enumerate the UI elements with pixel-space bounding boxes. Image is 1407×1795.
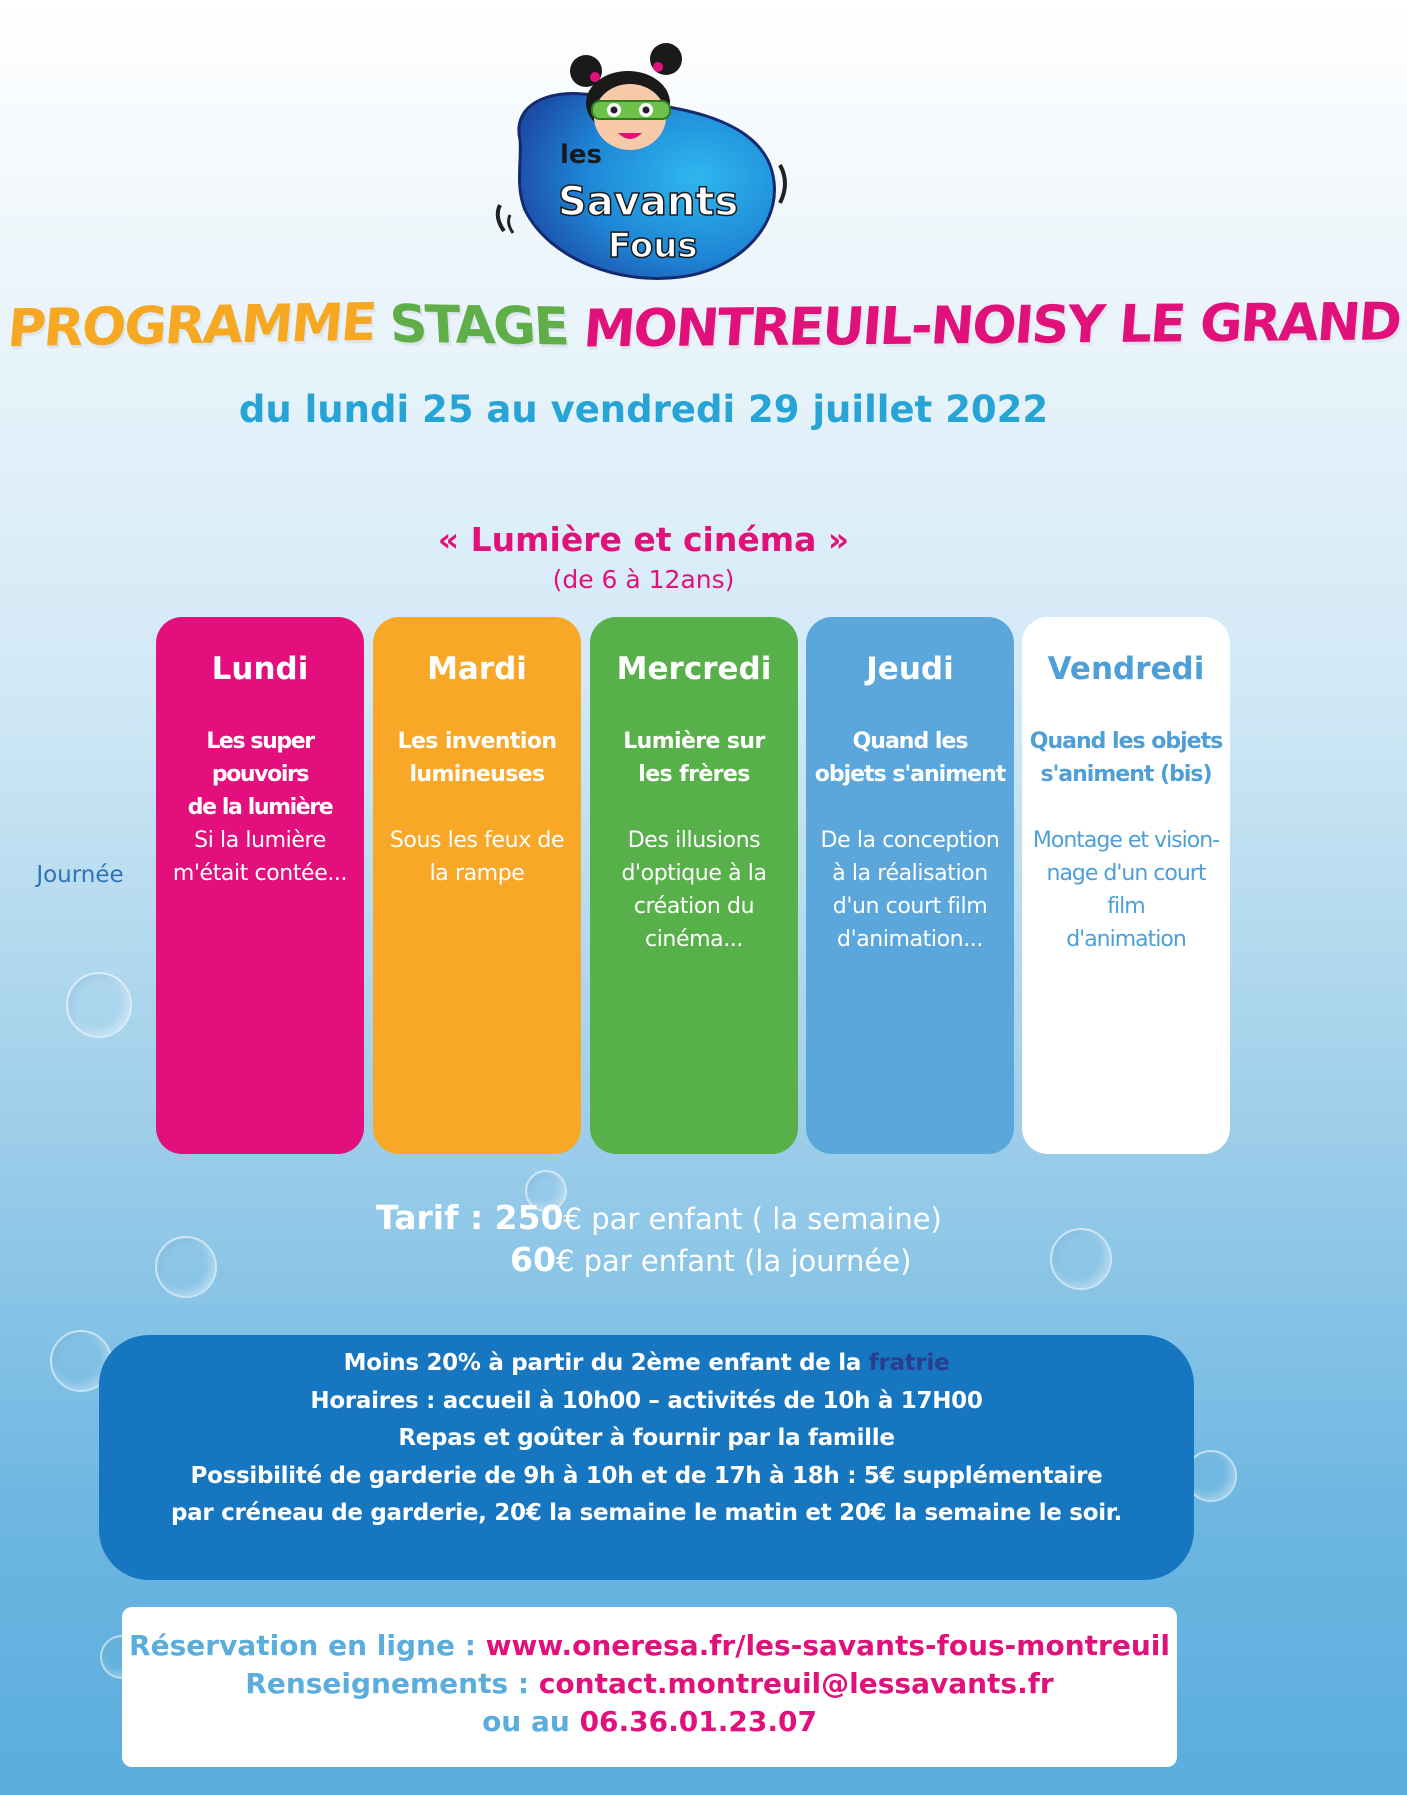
phone-number[interactable]: 06.36.01.23.07 xyxy=(579,1705,817,1738)
day-description-line: cinéma... xyxy=(645,927,743,952)
day-description-line: d'un court film xyxy=(832,894,988,919)
day-description xyxy=(594,824,794,956)
day-name: Jeudi xyxy=(866,651,954,687)
day-topic-line: de la lumière xyxy=(187,795,333,820)
day-description-line: la rampe xyxy=(429,861,525,886)
day-description-line: De la conception xyxy=(820,828,1000,853)
day-column-mercredi xyxy=(590,617,798,1154)
phone-line xyxy=(122,1703,1177,1741)
bubble-decoration xyxy=(155,1236,217,1298)
info-contact-label: Renseignements : xyxy=(245,1667,539,1700)
day-topic-line: Lumière sur xyxy=(623,729,765,754)
day-name: Mercredi xyxy=(616,651,772,687)
day-description-line: d'animation xyxy=(1066,927,1186,952)
info-line-sibling-discount xyxy=(99,1345,1194,1383)
day-topic xyxy=(1026,725,1226,791)
bubble-decoration xyxy=(1050,1228,1112,1290)
bubble-decoration xyxy=(66,972,132,1038)
day-name: Lundi xyxy=(211,651,309,687)
day-description-line: création du xyxy=(633,894,755,919)
contact-email-link[interactable]: contact.montreuil@lessavants.fr xyxy=(538,1667,1054,1700)
info-box xyxy=(99,1335,1194,1580)
reservation-line xyxy=(122,1627,1177,1665)
day-topic-line: Les invention xyxy=(397,729,557,754)
reservation-label: Réservation en ligne : xyxy=(129,1629,486,1662)
day-description xyxy=(810,824,1010,956)
day-description xyxy=(160,824,360,890)
day-description-line: d'animation... xyxy=(837,927,983,952)
logo-text-savants: Savants xyxy=(558,179,739,225)
info-line-daycare-price: par créneau de garderie, 20€ la semaine le matin et 20€ la semaine le soir. xyxy=(171,1500,1122,1526)
contact-box xyxy=(122,1607,1177,1767)
day-name: Vendredi xyxy=(1047,651,1205,687)
day-description xyxy=(1026,824,1226,956)
info-line-meals: Repas et goûter à fournir par la famille xyxy=(398,1425,895,1451)
age-range: (de 6 à 12ans) xyxy=(552,565,735,594)
stage-theme: « Lumière et cinéma » xyxy=(437,520,850,559)
day-topic xyxy=(810,725,1010,791)
day-topic-line: Les super pouvoirs xyxy=(206,729,314,787)
day-topic xyxy=(377,725,577,791)
day-column-jeudi xyxy=(806,617,1014,1154)
logo-text-fous: Fous xyxy=(608,226,698,266)
day-name: Mardi xyxy=(427,651,527,687)
day-topic-line: les frères xyxy=(638,762,750,787)
day-description-line: à la réalisation xyxy=(832,861,988,886)
row-label-journee: Journée xyxy=(36,862,124,888)
page-title xyxy=(0,292,1402,360)
les-savants-fous-logo xyxy=(500,45,790,285)
day-column-mardi xyxy=(373,617,581,1154)
price-week-suffix: € par enfant ( la semaine) xyxy=(563,1202,942,1236)
day-description-line: Sous les feux de xyxy=(389,828,565,853)
title-location: MONTREUIL-NOISY LE GRAND xyxy=(581,292,1402,360)
reservation-link[interactable]: www.oneresa.fr/les-savants-fous-montreuil xyxy=(485,1629,1170,1662)
price-day-amount: 60 xyxy=(510,1240,556,1279)
info-line-daycare: Possibilité de garderie de 9h à 10h et de 17h à 18h : 5€ supplémentaire xyxy=(190,1462,1103,1489)
day-topic-line: s'animent (bis) xyxy=(1040,762,1212,787)
phone-label: ou au xyxy=(482,1705,580,1738)
day-column-lundi xyxy=(156,617,364,1154)
info-contact-line xyxy=(122,1665,1177,1703)
day-description xyxy=(377,824,577,890)
info-text: Moins 20% à partir du 2ème enfant de la xyxy=(343,1350,869,1376)
day-description-line: d'optique à la xyxy=(621,861,767,886)
price-week xyxy=(376,1198,942,1237)
day-topic-line: Quand les objets xyxy=(1029,729,1223,754)
day-topic xyxy=(160,725,360,820)
day-description-line: nage d'un court film xyxy=(1046,861,1206,919)
day-description-line: Si la lumière xyxy=(194,828,326,853)
stage-dates: du lundi 25 au vendredi 29 juillet 2022 xyxy=(238,388,1049,431)
info-line-hours: Horaires : accueil à 10h00 – activités de 10h à 17H00 xyxy=(310,1387,983,1414)
price-day xyxy=(510,1240,911,1279)
day-topic-line: objets s'animent xyxy=(814,762,1006,787)
price-week-amount: 250 xyxy=(494,1198,564,1237)
day-topic xyxy=(594,725,794,791)
day-topic-line: lumineuses xyxy=(409,762,545,787)
day-column-vendredi xyxy=(1022,617,1230,1154)
day-description-line: Des illusions xyxy=(627,828,761,853)
title-programme: PROGRAMME xyxy=(5,292,378,360)
day-description-line: Montage et vision- xyxy=(1032,828,1220,853)
day-topic-line: Quand les xyxy=(852,729,968,754)
day-description-line: m'était contée... xyxy=(172,861,348,886)
logo-text-les: les xyxy=(560,140,603,170)
info-highlight: fratrie xyxy=(868,1350,950,1376)
price-label: Tarif : xyxy=(376,1198,495,1237)
price-day-suffix: € par enfant (la journée) xyxy=(555,1244,912,1278)
title-stage: STAGE xyxy=(388,294,570,358)
